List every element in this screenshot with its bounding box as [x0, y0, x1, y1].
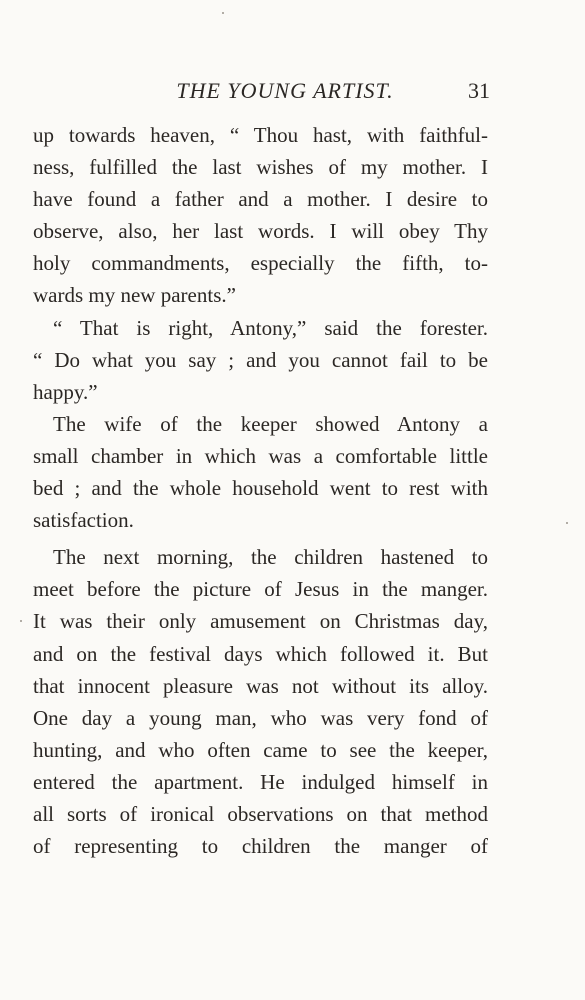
text-line: The wife of the keeper showed Antony a [53, 411, 488, 436]
text-line: of representing to children the manger of [33, 834, 488, 859]
text-line: “ That is right, Antony,” said the forester. [53, 315, 488, 340]
text-line: The next morning, the children hastened to [53, 545, 488, 570]
text-line: holy commandments, especially the fifth, to- [33, 251, 488, 276]
paper-speck [222, 12, 224, 14]
text-line: wards my new parents.” [33, 283, 236, 308]
text-line: all sorts of ironical observations on that method [33, 801, 488, 826]
text-line: “ Do what you say ; and you cannot fail to be [33, 347, 488, 372]
text-line: hunting, and who often came to see the keeper, [33, 737, 488, 762]
text-line: observe, also, her last words. I will obey Thy [33, 219, 488, 244]
text-line: and on the festival days which followed it. But [33, 641, 488, 666]
running-head [58, 78, 490, 108]
text-line: have found a father and a mother. I desire to [33, 187, 488, 212]
text-line: satisfaction. [33, 508, 134, 533]
paper-speck [566, 522, 568, 524]
text-line: One day a young man, who was very fond of [33, 705, 488, 730]
page-number: 31 [468, 78, 490, 103]
text-line: ness, fulfilled the last wishes of my mother. I [33, 155, 488, 180]
running-head-title: THE YOUNG ARTIST. [176, 78, 394, 103]
text-line: happy.” [33, 379, 98, 404]
text-line: up towards heaven, “ Thou hast, with faithful- [33, 123, 488, 147]
paper-speck [20, 620, 22, 622]
text-line: entered the apartment. He indulged himself in [33, 769, 488, 794]
text-line: meet before the picture of Jesus in the manger. [33, 577, 488, 602]
text-line: It was their only amusement on Christmas day, [33, 609, 488, 634]
text-line: that innocent pleasure was not without its alloy. [33, 673, 488, 698]
text-line: bed ; and the whole household went to rest with [33, 476, 488, 501]
text-line: small chamber in which was a comfortable little [33, 443, 488, 468]
body-text [33, 119, 488, 862]
